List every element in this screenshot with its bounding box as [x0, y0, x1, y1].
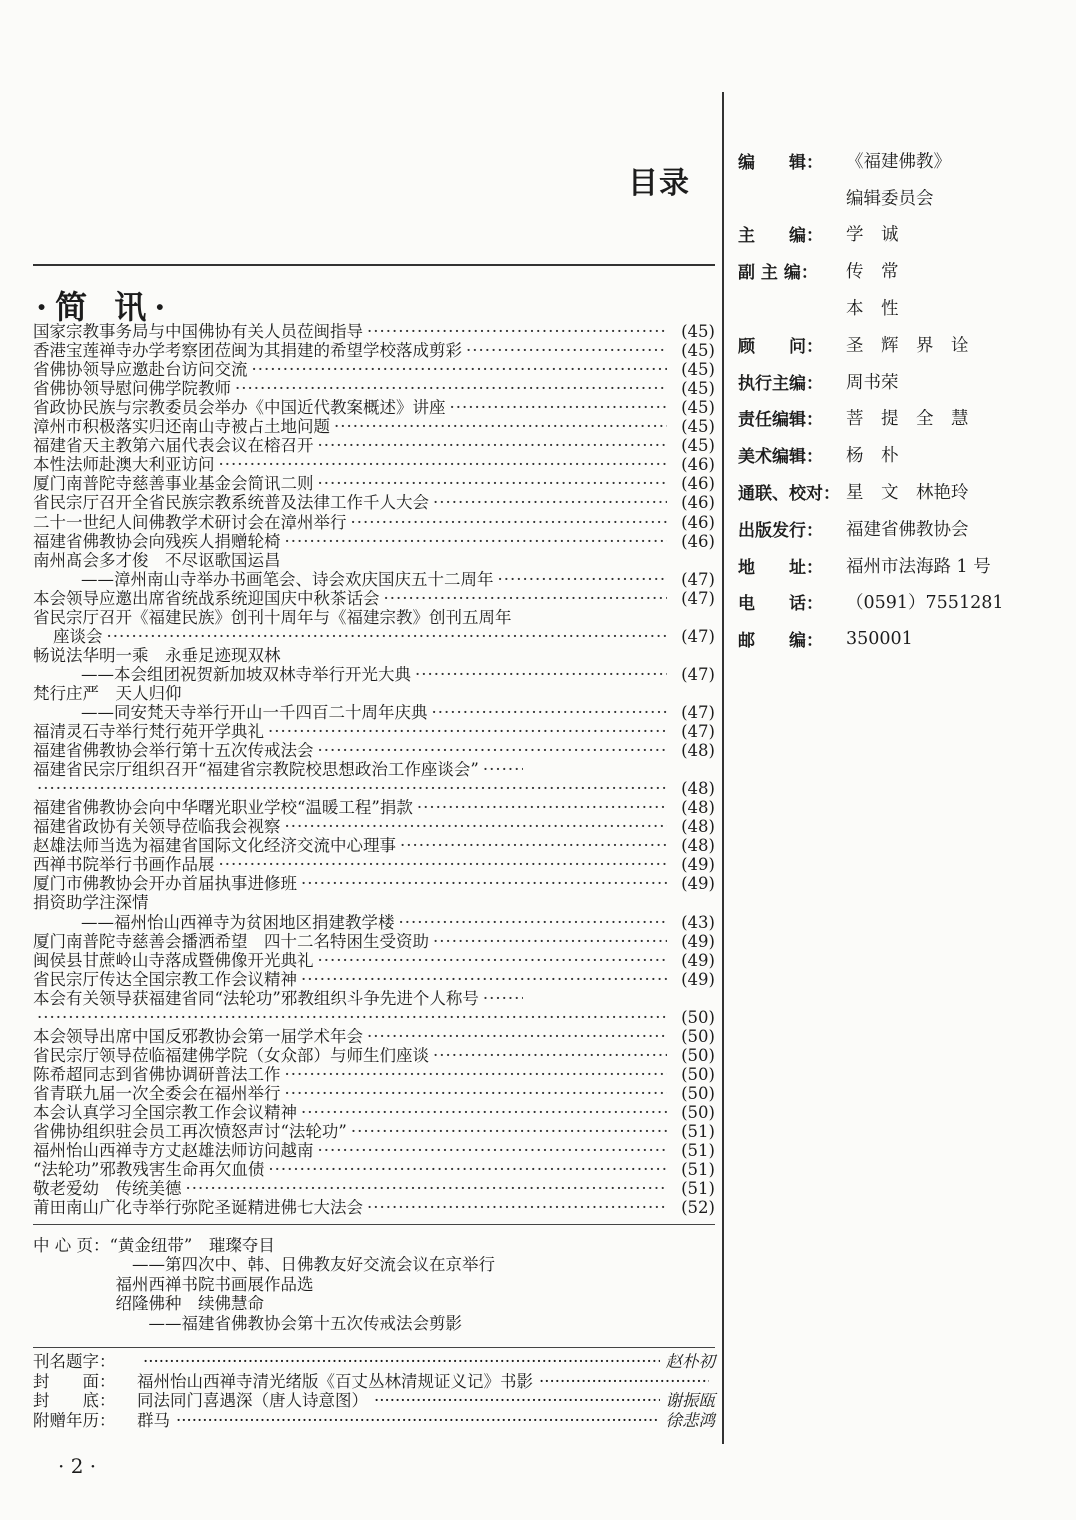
masthead-value: 350001 [846, 628, 913, 649]
toc-entry[interactable] [33, 1160, 715, 1179]
toc-entry-title: ——福州怡山西禅寺为贫困地区捐建教学楼 [81, 912, 395, 932]
toc-entry-title: 国家宗教事务局与中国佛协有关人员莅闽指导 [33, 322, 363, 342]
toc-entry[interactable] [33, 1046, 715, 1065]
masthead-value: 周书荣 [846, 372, 899, 393]
page-title: 目录 [628, 166, 690, 201]
toc-entry-title: 福建省佛教协会向中华曙光职业学校“温暖工程”捐款 [33, 798, 413, 818]
toc-entry-title: 省青联九届一次全委会在福州举行 [33, 1083, 281, 1103]
credit-line [33, 1391, 715, 1411]
masthead-line [738, 473, 1058, 510]
toc-entry-title: 二十一世纪人间佛教学术研讨会在漳州举行 [33, 512, 347, 532]
toc-entry[interactable] [33, 893, 715, 912]
toc-entry-title: 厦门市佛教协会开办首届执事进修班 [33, 874, 297, 894]
toc-entry-page: (48) [681, 741, 715, 761]
leader-dots [285, 1065, 668, 1084]
credit-value: 群马 [137, 1410, 170, 1430]
masthead-line [738, 326, 1058, 363]
toc-entry-title: 省政协民族与宗教委员会举办《中国近代教案概述》讲座 [33, 398, 446, 418]
toc-entry[interactable] [33, 817, 715, 836]
toc-entry[interactable] [33, 798, 715, 817]
toc-entry[interactable] [33, 474, 715, 493]
toc-entry-title: 莆田南山广化寺举行弥陀圣诞精进佛七大法会 [33, 1198, 363, 1218]
leader-dots [37, 1008, 667, 1027]
toc-entry[interactable] [33, 951, 715, 970]
leader-dots [285, 1084, 668, 1103]
credit-label: 封 底： [33, 1391, 116, 1410]
toc-entry-title: 福建省佛教协会向残疾人捐赠轮椅 [33, 531, 281, 551]
toc-entry-page: (49) [681, 950, 715, 970]
toc-entry-page: (50) [681, 1083, 715, 1103]
toc-entry-page: (47) [681, 664, 715, 684]
toc-entry-title: 省民宗厅召开全省民族宗教系统普及法律工作千人大会 [33, 493, 429, 513]
toc-entry-title: 厦门南普陀寺慈善事业基金会简讯二则 [33, 474, 314, 494]
toc-entry-page: (45) [681, 341, 715, 361]
toc-entry-page: (46) [681, 512, 715, 532]
toc-entry[interactable] [33, 512, 715, 531]
masthead-value: 《福建佛教》 [846, 151, 951, 172]
toc-entry-page: (45) [681, 379, 715, 399]
section-title: ·简 讯· [36, 288, 174, 326]
toc-entry-page: (47) [681, 702, 715, 722]
leader-dots [301, 874, 667, 893]
credit-line [33, 1352, 715, 1372]
toc-entry[interactable] [33, 741, 715, 760]
toc-entry-page: (46) [681, 455, 715, 475]
masthead-label: 出版发行： [738, 520, 823, 541]
toc-entry[interactable] [33, 1179, 715, 1198]
leader-dots [433, 493, 667, 512]
toc-entry-page: (51) [681, 1141, 715, 1161]
masthead-value: 圣 辉 界 诠 [846, 335, 969, 356]
toc-entry[interactable] [33, 493, 715, 512]
toc-entry-title: ——同安梵天寺举行开山一千四百二十周年庆典 [81, 702, 428, 722]
credit-label: 封 面： [33, 1371, 116, 1391]
leader-dots [318, 436, 668, 455]
leader-dots [450, 398, 668, 417]
leader-dots [318, 951, 668, 970]
toc-entry-title: 本性法师赴澳大利亚访问 [33, 455, 215, 475]
section-rule [33, 1224, 715, 1225]
toc-entry[interactable] [33, 360, 715, 379]
toc-entry-page: (46) [681, 493, 715, 513]
toc-entry[interactable] [33, 455, 715, 474]
toc-entry-page: (49) [681, 855, 715, 875]
toc-entry-title: 本会认真学习全国宗教工作会议精神 [33, 1102, 297, 1122]
toc-entry-title: 香港宝莲禅寺办学考察团莅闽为其捐建的希望学校落成剪彩 [33, 341, 462, 361]
masthead-label: 副 主 编： [738, 263, 818, 284]
leader-dots [351, 1122, 667, 1141]
toc-entry[interactable] [33, 874, 715, 893]
toc-entry-page: (45) [681, 398, 715, 418]
masthead-label: 美术编辑： [738, 447, 823, 468]
masthead-line [738, 510, 1058, 547]
toc-entry[interactable] [33, 322, 715, 341]
leader-dots [374, 1391, 660, 1411]
toc-entry[interactable] [33, 703, 715, 722]
toc-entry[interactable] [33, 1027, 715, 1046]
toc-entry-title: 福建省天主教第六届代表会议在榕召开 [33, 436, 314, 456]
toc-entry-page: (50) [681, 1007, 715, 1027]
toc-entry[interactable] [33, 341, 715, 360]
masthead [738, 142, 1058, 657]
toc-entry[interactable] [33, 665, 715, 684]
masthead-line [738, 400, 1058, 437]
masthead-line [738, 179, 1058, 216]
leader-dots [318, 1141, 668, 1160]
masthead-label: 地 址： [738, 557, 823, 578]
leader-dots [415, 665, 667, 684]
toc-entry-title: 畅说法华明一乘 永垂足迹现双林 [33, 645, 281, 665]
leader-dots [268, 1160, 667, 1179]
credit-value: 福州怡山西禅寺清光绪版《百丈丛林清规证义记》书影 [137, 1371, 533, 1391]
masthead-line [738, 252, 1058, 289]
leader-dots [483, 989, 523, 1008]
toc-entry-title: 省民宗厅领导莅临福建佛学院（女众部）与师生们座谈 [33, 1045, 429, 1065]
toc-entry-page: (48) [681, 798, 715, 818]
toc-entry-page: (45) [681, 417, 715, 437]
toc-entry-page: (48) [681, 817, 715, 837]
toc-entry[interactable] [33, 1198, 715, 1217]
leader-dots [432, 703, 668, 722]
center-pages [33, 1236, 715, 1333]
masthead-value: 星 文 林艳玲 [846, 483, 969, 504]
center-page-line: 福州西禅书院书画展作品选 [33, 1274, 314, 1294]
toc-entry[interactable] [33, 627, 715, 646]
leader-dots [539, 1372, 709, 1392]
masthead-line [738, 547, 1058, 584]
toc-entry[interactable] [33, 1141, 715, 1160]
toc-entry-title: 福建省佛教协会举行第十五次传戒法会 [33, 741, 314, 761]
toc-entry[interactable] [33, 436, 715, 455]
leader-dots [143, 1352, 660, 1372]
toc-entry-page: (45) [681, 360, 715, 380]
leader-dots [367, 1027, 667, 1046]
toc-entry-page: (49) [681, 874, 715, 894]
masthead-label: 主 编： [738, 226, 823, 247]
masthead-value: 编辑委员会 [846, 188, 934, 209]
masthead-line [738, 363, 1058, 400]
credits-rule [33, 1347, 715, 1348]
masthead-value: 杨 朴 [846, 446, 899, 467]
toc-entry-title: 福建省政协有关领导莅临我会视察 [33, 817, 281, 837]
leader-dots [252, 360, 668, 379]
toc-entry-title: 陈希超同志到省佛协调研普法工作 [33, 1064, 281, 1084]
toc-entry-title: 省佛协组织驻会员工再次愤怒声讨“法轮功” [33, 1122, 347, 1142]
toc-entry-page: (52) [681, 1198, 715, 1218]
masthead-line [738, 620, 1058, 657]
toc-entry-title: 福建省民宗厅组织召开“福建省宗教院校思想政治工作座谈会” [33, 760, 479, 780]
credits [33, 1352, 715, 1430]
credit-label: 刊名题字： [33, 1352, 116, 1371]
toc-entry-title: 省民宗厅召开《福建民族》创刊十周年与《福建宗教》创刊五周年 [33, 607, 512, 627]
credit-name: 谢振瓯 [665, 1391, 715, 1410]
credit-line [33, 1411, 715, 1431]
leader-dots [107, 627, 668, 646]
toc-entry-page: (50) [681, 1045, 715, 1065]
toc-entry[interactable] [33, 932, 715, 951]
leader-dots [301, 970, 667, 989]
toc-entry-title: 福州怡山西禅寺方丈赵雄法师访问越南 [33, 1141, 314, 1161]
toc-entry-page: (46) [681, 474, 715, 494]
toc-entry[interactable] [33, 608, 715, 627]
masthead-value: 福州市法海路 1 号 [846, 556, 991, 577]
toc-entry-page: (49) [681, 931, 715, 951]
toc-entry-page: (45) [681, 322, 715, 342]
table-of-contents [33, 322, 715, 1217]
leader-dots [433, 932, 667, 951]
toc-entry[interactable] [33, 379, 715, 398]
toc-entry[interactable] [33, 398, 715, 417]
leader-dots [285, 817, 668, 836]
credit-label: 附赠年历： [33, 1410, 116, 1430]
masthead-label: 编 辑： [738, 152, 823, 173]
toc-entry-page: (50) [681, 1102, 715, 1122]
toc-entry-page: (48) [681, 836, 715, 856]
masthead-value: 学 诚 [846, 225, 899, 246]
toc-entry-page: (51) [681, 1122, 715, 1142]
toc-entry[interactable] [33, 532, 715, 551]
center-page-line: ——福建省佛教协会第十五次传戒法会剪影 [33, 1313, 462, 1333]
credit-value: 同法同门喜遇深（唐人诗意图） [137, 1391, 368, 1410]
toc-entry[interactable] [33, 989, 715, 1008]
leader-dots [176, 1411, 660, 1431]
toc-entry[interactable] [33, 912, 715, 931]
toc-entry[interactable] [33, 551, 715, 570]
leader-dots [318, 741, 668, 760]
toc-entry-title: 南州髙会多才俊 不尽讴歌国运昌 [33, 550, 281, 570]
toc-entry[interactable] [33, 1008, 715, 1027]
toc-entry-page: (47) [681, 569, 715, 589]
leader-dots [417, 798, 667, 817]
masthead-line [738, 436, 1058, 473]
toc-entry-page: (50) [681, 1026, 715, 1046]
credit-name: 徐悲鸿 [665, 1410, 715, 1430]
toc-entry[interactable] [33, 836, 715, 855]
leader-dots [433, 1046, 667, 1065]
leader-dots [399, 913, 668, 932]
leader-dots [466, 341, 667, 360]
center-page-line: 绍隆佛种 续佛慧命 [33, 1294, 264, 1314]
masthead-label: 通联、校对： [738, 484, 840, 505]
masthead-label: 邮 编： [738, 631, 823, 652]
toc-entry-title: 梵行庄严 天人归仰 [33, 683, 182, 703]
leader-dots [351, 513, 668, 532]
leader-dots [483, 760, 523, 779]
leader-dots [37, 779, 667, 798]
center-page-line: 中 心 页：“黄金纽带” 璀璨夺目 [33, 1236, 275, 1255]
leader-dots [285, 532, 668, 551]
toc-entry[interactable] [33, 970, 715, 989]
column-divider [722, 92, 724, 1444]
toc-entry-page: (50) [681, 1064, 715, 1084]
toc-entry[interactable] [33, 855, 715, 874]
toc-entry-title: 厦门南普陀寺慈善会播洒希望 四十二名特困生受资助 [33, 931, 429, 951]
toc-entry-page: (46) [681, 531, 715, 551]
leader-dots [318, 474, 668, 493]
masthead-label: 电 话： [738, 594, 823, 615]
masthead-label: 顾 问： [738, 336, 823, 357]
toc-entry[interactable] [33, 1103, 715, 1122]
leader-dots [268, 722, 667, 741]
toc-entry-title: 本会领导应邀出席省统战系统迎国庆中秋茶话会 [33, 588, 380, 608]
toc-entry[interactable] [33, 1065, 715, 1084]
credit-line [33, 1372, 715, 1392]
toc-entry[interactable] [33, 570, 715, 589]
leader-dots [400, 836, 667, 855]
toc-entry-title: ——本会组团祝贺新加坡双林寺举行开光大典 [81, 664, 411, 684]
toc-entry[interactable] [33, 1122, 715, 1141]
leader-dots [219, 455, 668, 474]
toc-entry-page: (51) [681, 1179, 715, 1199]
leader-dots [384, 589, 668, 608]
leader-dots [235, 379, 667, 398]
leader-dots [334, 417, 667, 436]
toc-entry-page: (48) [681, 779, 715, 799]
heading-rule [33, 264, 715, 266]
toc-entry-page: (51) [681, 1160, 715, 1180]
leader-dots [186, 1179, 668, 1198]
toc-entry-title: 福清灵石寺举行梵行苑开学典礼 [33, 722, 264, 742]
masthead-line [738, 289, 1058, 326]
toc-entry-title: 本会领导出席中国反邪教协会第一届学术年会 [33, 1026, 363, 1046]
masthead-line [738, 584, 1058, 621]
leader-dots [301, 1103, 667, 1122]
masthead-value: （0591）7551281 [846, 593, 1004, 614]
toc-entry-title: 捐资助学注深情 [33, 893, 149, 913]
toc-entry-title: 赵雄法师当选为福建省国际文化经济交流中心理事 [33, 836, 396, 856]
toc-entry-page: (47) [681, 722, 715, 742]
toc-entry-title: 省民宗厅传达全国宗教工作会议精神 [33, 969, 297, 989]
toc-entry-page: (43) [681, 912, 715, 932]
toc-entry-page: (47) [681, 626, 715, 646]
toc-entry-title: 漳州市积极落实归还南山寺被占土地问题 [33, 417, 330, 437]
leader-dots [219, 855, 668, 874]
masthead-line [738, 142, 1058, 179]
toc-entry-title: ——漳州南山寺举办书画笔会、诗会欢庆国庆五十二周年 [81, 569, 494, 589]
masthead-value: 菩 提 全 慧 [846, 409, 969, 430]
masthead-value: 本 性 [846, 299, 899, 320]
toc-entry-title: 西禅书院举行书画作品展 [33, 855, 215, 875]
toc-entry[interactable] [33, 722, 715, 741]
toc-entry[interactable] [33, 646, 715, 665]
credit-name: 赵朴初 [665, 1352, 715, 1371]
toc-entry[interactable] [33, 589, 715, 608]
toc-entry-title: 闽侯县甘蔗岭山寺落成暨佛像开光典礼 [33, 950, 314, 970]
toc-entry[interactable] [33, 417, 715, 436]
leader-dots [367, 1198, 667, 1217]
toc-entry[interactable] [33, 779, 715, 798]
toc-entry-page: (45) [681, 436, 715, 456]
toc-entry[interactable] [33, 1084, 715, 1103]
toc-entry[interactable] [33, 684, 715, 703]
toc-entry-title: “法轮功”邪教残害生命再欠血债 [33, 1160, 265, 1180]
page-number: · 2 · [58, 1454, 97, 1478]
toc-entry-title: 敬老爱幼 传统美德 [33, 1179, 182, 1199]
toc-entry-title: 省佛协领导慰问佛学院教师 [33, 379, 231, 399]
masthead-value: 传 常 [846, 262, 899, 283]
toc-entry-page: (49) [681, 969, 715, 989]
leader-dots [367, 322, 667, 341]
masthead-label: 责任编辑： [738, 410, 823, 431]
masthead-label: 执行主编： [738, 373, 823, 394]
toc-entry[interactable] [33, 760, 715, 779]
toc-entry-page: (47) [681, 588, 715, 608]
masthead-line [738, 216, 1058, 253]
center-page-line: ——第四次中、韩、日佛教友好交流会议在京举行 [33, 1255, 495, 1275]
toc-entry-title: 本会有关领导获福建省同“法轮功”邪教组织斗争先进个人称号 [33, 988, 479, 1008]
toc-entry-title: 省佛协领导应邀赴台访问交流 [33, 360, 248, 380]
leader-dots [498, 570, 668, 589]
toc-entry-title: 座谈会 [53, 626, 103, 646]
masthead-value: 福建省佛教协会 [846, 519, 969, 540]
